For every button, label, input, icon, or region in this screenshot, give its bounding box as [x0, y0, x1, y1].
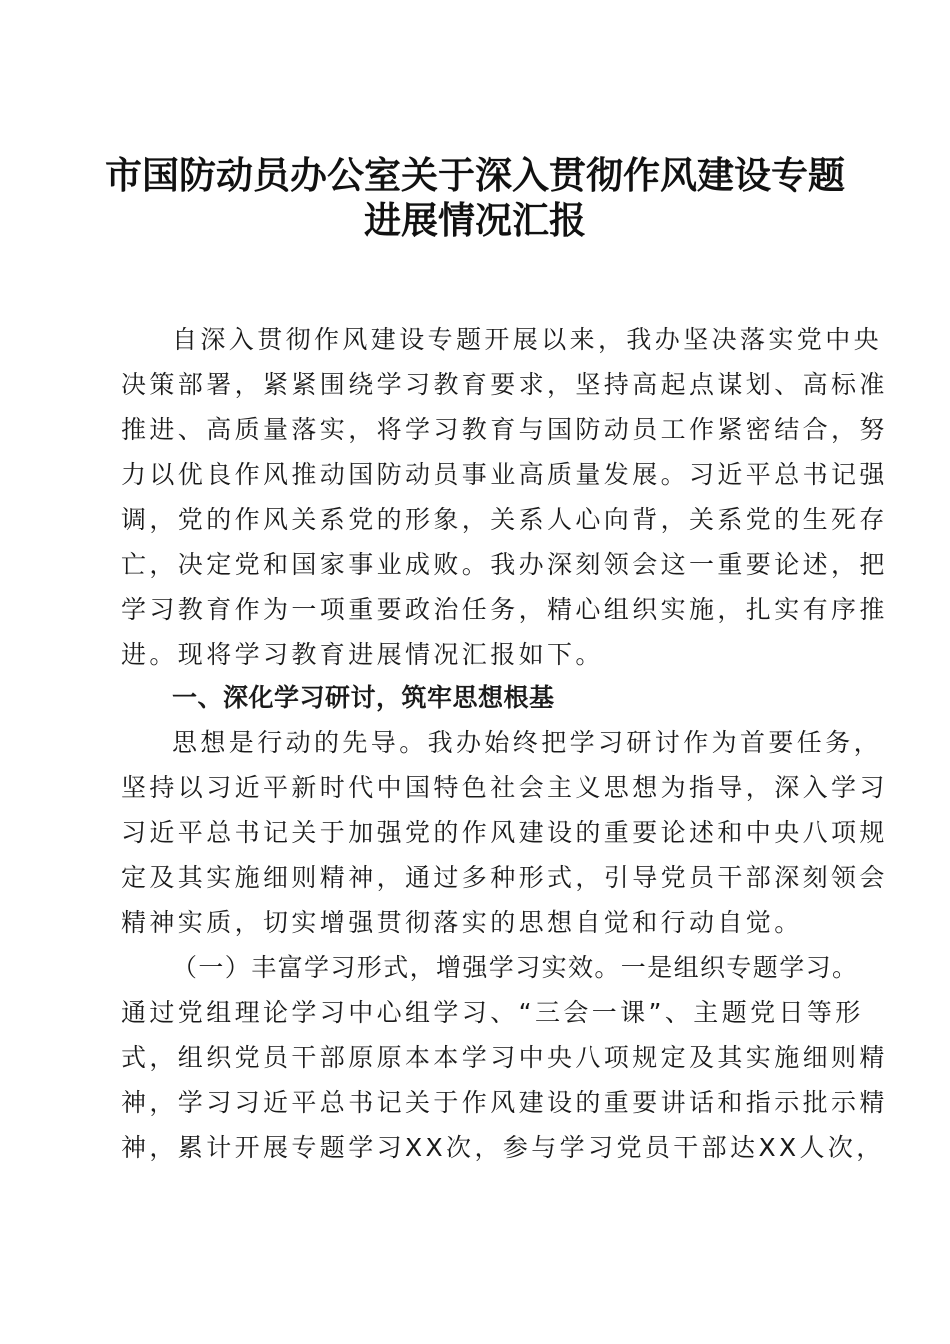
paragraph-line: 通过党组理论学习中心组学习、“三会一课”、主题党日等形	[121, 998, 864, 1027]
paragraph-line: （一）丰富学习形式，增强学习实效。一是组织专题学习。	[172, 953, 859, 982]
paragraph-line: 神，累计开展专题学习XX次，参与学习党员干部达XX人次，	[121, 1133, 885, 1162]
paragraph-line: 推进、高质量落实，将学习教育与国防动员工作紧密结合，努	[121, 415, 888, 444]
paragraph-line: 调，党的作风关系党的形象，关系人心向背，关系党的生死存	[121, 505, 888, 534]
paragraph-line: 坚持以习近平新时代中国特色社会主义思想为指导，深入学习	[121, 773, 888, 802]
paragraph-line: 自深入贯彻作风建设专题开展以来，我办坚决落实党中央	[172, 325, 883, 354]
paragraph-line: 亡，决定党和国家事业成败。我办深刻领会这一重要论述，把	[121, 550, 888, 579]
paragraph-line: 定及其实施细则精神，通过多种形式，引导党员干部深刻领会	[121, 863, 888, 892]
paragraph-line: 进。现将学习教育进展情况汇报如下。	[121, 640, 604, 669]
section-heading: 一、深化学习研讨，筑牢思想根基	[172, 683, 555, 712]
paragraph-line: 习近平总书记关于加强党的作风建设的重要论述和中央八项规	[121, 818, 888, 847]
paragraph-line: 式，组织党员干部原原本本学习中央八项规定及其实施细则精	[121, 1043, 888, 1072]
document-title-line-2: 进展情况汇报	[364, 198, 586, 242]
paragraph-line: 神，学习习近平总书记关于作风建设的重要讲话和指示批示精	[121, 1088, 888, 1117]
paragraph-line: 力以优良作风推动国防动员事业高质量发展。习近平总书记强	[121, 460, 888, 489]
paragraph-line: 学习教育作为一项重要政治任务，精心组织实施，扎实有序推	[121, 595, 888, 624]
paragraph-line: 决策部署，紧紧围绕学习教育要求，坚持高起点谋划、高标准	[121, 370, 888, 399]
paragraph-line: 精神实质，切实增强贯彻落实的思想自觉和行动自觉。	[121, 908, 803, 937]
document-title-line-1: 市国防动员办公室关于深入贯彻作风建设专题	[105, 153, 845, 197]
paragraph-line: 思想是行动的先导。我办始终把学习研讨作为首要任务，	[172, 728, 883, 757]
